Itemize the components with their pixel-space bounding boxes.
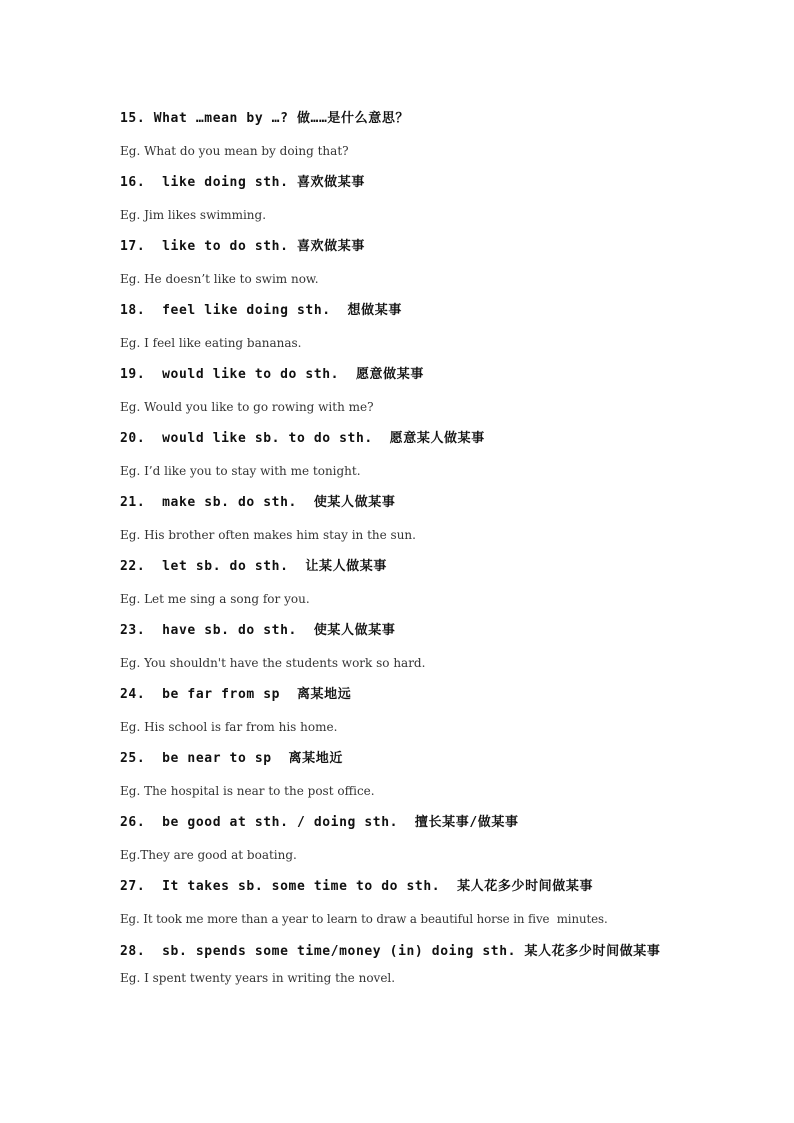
- phrase-heading: 27. It takes sb. some time to do sth. 某人花多少时间做某事: [120, 879, 594, 894]
- list-item: [120, 110, 680, 174]
- example-sentence: Eg. He doesn’t like to swim now.: [120, 272, 319, 286]
- example-sentence: Eg.They are good at boating.: [120, 848, 297, 862]
- example-sentence: Eg. I feel like eating bananas.: [120, 336, 302, 350]
- phrase-list: [120, 110, 680, 1001]
- list-item: [120, 174, 680, 238]
- example-sentence: Eg. I’d like you to stay with me tonight.: [120, 464, 361, 478]
- example-sentence: Eg. His brother often makes him stay in the sun.: [120, 528, 416, 542]
- example-sentence: Eg. The hospital is near to the post office.: [120, 784, 375, 798]
- list-item: [120, 366, 680, 430]
- phrase-heading: 28. sb. spends some time/money (in) doing sth. 某人花多少时间做某事: [120, 944, 661, 959]
- phrase-heading: 22. let sb. do sth. 让某人做某事: [120, 559, 387, 574]
- list-item: [120, 238, 680, 302]
- phrase-heading: 23. have sb. do sth. 使某人做某事: [120, 623, 396, 638]
- list-item: [120, 558, 680, 622]
- example-sentence: Eg. What do you mean by doing that?: [120, 144, 349, 158]
- list-item: [120, 494, 680, 558]
- list-item: [120, 814, 680, 878]
- phrase-heading: 21. make sb. do sth. 使某人做某事: [120, 495, 396, 510]
- list-item: [120, 302, 680, 366]
- phrase-heading: 20. would like sb. to do sth. 愿意某人做某事: [120, 431, 485, 446]
- list-item: [120, 430, 680, 494]
- phrase-heading: 24. be far from sp 离某地远: [120, 687, 352, 702]
- phrase-heading: 18. feel like doing sth. 想做某事: [120, 303, 402, 318]
- example-sentence: Eg. It took me more than a year to learn to draw a beautiful horse in five minutes.: [120, 912, 608, 926]
- example-sentence: Eg. I spent twenty years in writing the novel.: [120, 971, 396, 985]
- example-sentence: Eg. His school is far from his home.: [120, 720, 338, 734]
- example-sentence: Eg. Would you like to go rowing with me?: [120, 400, 374, 414]
- phrase-heading: 19. would like to do sth. 愿意做某事: [120, 367, 424, 382]
- example-sentence: Eg. Jim likes swimming.: [120, 208, 267, 222]
- phrase-heading: 25. be near to sp 离某地近: [120, 751, 343, 766]
- list-item: [120, 936, 680, 1001]
- example-sentence: Eg. Let me sing a song for you.: [120, 592, 310, 606]
- list-item: [120, 686, 680, 750]
- example-sentence: Eg. You shouldn't have the students work so hard.: [120, 656, 426, 670]
- phrase-heading: 26. be good at sth. / doing sth. 擅长某事/做某事: [120, 815, 519, 830]
- list-item: [120, 750, 680, 814]
- phrase-heading: 17. like to do sth. 喜欢做某事: [120, 239, 365, 254]
- phrase-heading: 16. like doing sth. 喜欢做某事: [120, 175, 365, 190]
- list-item: [120, 622, 680, 686]
- list-item: [120, 878, 680, 942]
- phrase-heading: 15. What …mean by …? 做……是什么意思？: [120, 111, 410, 126]
